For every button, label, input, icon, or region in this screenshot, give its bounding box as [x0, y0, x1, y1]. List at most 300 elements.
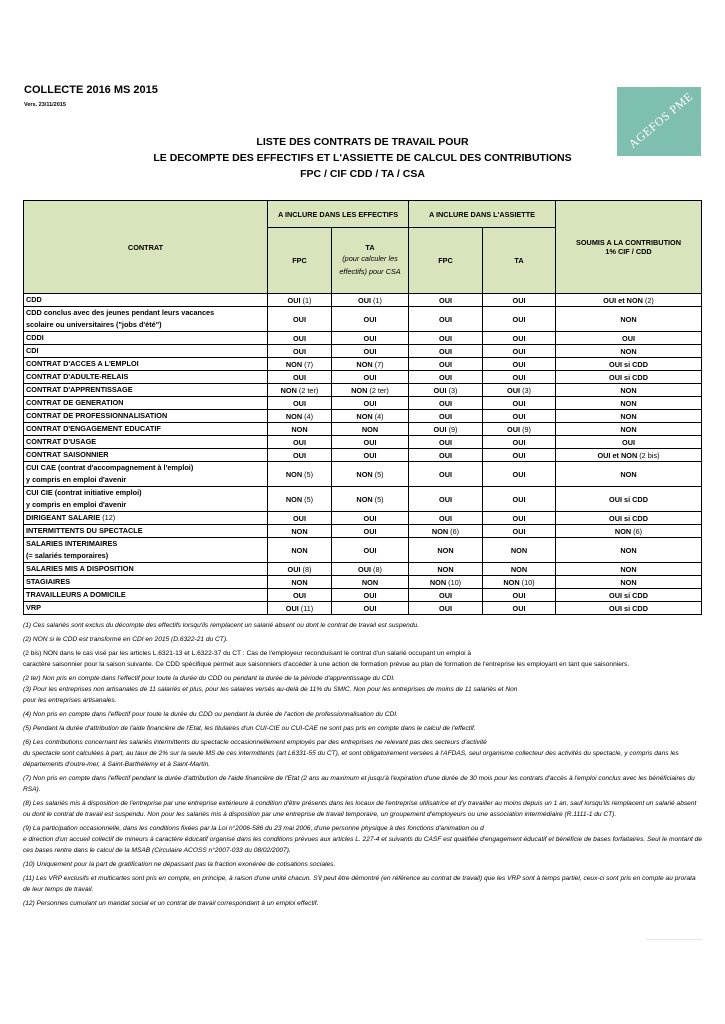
table-cell: [483, 371, 556, 384]
table-cell: [332, 384, 409, 397]
cell-value: OUI: [287, 295, 301, 305]
table-cell: [409, 538, 483, 563]
contract-name-line2: scolaire ou universitaires ("jobs d'été"): [26, 320, 162, 329]
contract-name-text: STAGIAIRES: [26, 577, 71, 586]
contract-name: [24, 436, 268, 449]
footnote-line: (2 ter) Non pris en compte dans l'effectif pour toute la durée du CDD ou pendant la durée de la période d'apprentissage du CDI.: [23, 675, 395, 682]
cell-value: OUI: [507, 385, 521, 395]
contract-name-text: CONTRAT SAISONNIER: [26, 450, 109, 459]
footnote-line: du spectacle sont calculées à part, au taux de 2% sur la seule MS de ces intermittents (art L6331-55 du CT), et sont obligatoirement versées à l'AFDAS, seul organisme collecteur des activités du spectacle, y compris dans les départements d'outre-mer, à Saint-Barthélemy et à Saint-Martin.: [23, 750, 679, 768]
table-cell: [483, 332, 556, 345]
table-cell: [268, 384, 332, 397]
cell-note-ref: (2 bis): [639, 450, 660, 460]
cell-note-ref: (4): [374, 411, 384, 421]
cell-value: OUI: [293, 346, 306, 356]
footnote: [23, 709, 703, 720]
table-cell: [268, 332, 332, 345]
cell-value: NON: [351, 385, 368, 395]
footnote-line: (8) Les salariés mis à disposition de l'entreprise par une entreprise extérieure à condition d'être présents dans les locaux de l'entreprise utilisatrice et d'y travailler au moins depuis un 1 an, sauf lorsqu'ils remplacent un salarié absent ou dont le contrat de travail est suspendu. Non pour les salariés mis à disposition par une entreprise de travail temporaire, un groupement d'employeurs ou une association intermédiaire (R.1111-1 du CT).: [23, 800, 697, 818]
cell-note-ref: (6): [450, 526, 460, 536]
contract-name-line2: (= salariés temporaires): [26, 551, 109, 560]
cell-value: OUI: [363, 372, 377, 382]
footnote-line: (6) Les contributions concernant les salariés intermittents du spectacle occasionnellement employés par des entreprises ne relevant pas des secteurs d'activité: [23, 739, 487, 746]
cell-value: OUI: [433, 385, 447, 395]
cell-value: OUI si CDD: [609, 590, 648, 600]
contract-name: [24, 345, 268, 358]
contract-name-text: CUI CIE (contrat initiative emploi): [26, 488, 142, 497]
contract-name-text: SALARIES INTERIMAIRES: [26, 539, 118, 548]
table-cell: [483, 538, 556, 563]
footnote-line: (3) Pour les entreprises non artisanales de 11 salariés et plus, pour les salaires versés au-delà de 11% du SMIC. Non pour les entreprises de moins de 11 salariés et Non: [23, 686, 518, 693]
cell-value: OUI: [439, 494, 452, 504]
contract-name: [24, 423, 268, 436]
footnote: [23, 898, 703, 909]
table-row: [24, 294, 702, 307]
cell-value: OUI si CDD: [609, 513, 648, 523]
table-cell: [409, 525, 483, 538]
table-row: [24, 589, 702, 602]
cell-value: OUI: [512, 450, 526, 460]
cell-value: OUI: [439, 603, 452, 613]
contract-name-text: SALARIES MIS A DISPOSITION: [26, 564, 134, 573]
cell-value: NON: [285, 494, 303, 504]
footnote-line: caractère saisonnier pour la saison suivante. Ce CDD spécifique permet aux saisonniers d'accéder à une action de formation prévue au plan de formation de l'entreprise les employant en tant que saisonniers.: [23, 661, 630, 668]
cell-value: OUI: [512, 603, 526, 613]
header-assiette: A INCLURE DANS L'ASSIETTE: [409, 201, 556, 228]
cell-value: OUI: [439, 346, 452, 356]
table-body: [24, 294, 702, 615]
cell-value: OUI et NON: [603, 295, 643, 305]
cell-note-ref: (11): [300, 603, 314, 613]
table-cell: [332, 487, 409, 512]
cell-value: NON: [503, 577, 520, 587]
contract-name: [24, 410, 268, 423]
table-cell: [409, 294, 483, 307]
table-cell: [268, 307, 332, 332]
cell-value: OUI: [439, 411, 452, 421]
table-cell: [332, 462, 409, 487]
table-cell: [332, 358, 409, 371]
table-cell: [409, 563, 483, 576]
footnote: [23, 873, 703, 895]
footnote: [23, 723, 703, 734]
cell-value: NON: [437, 545, 454, 555]
table-cell: [332, 332, 409, 345]
footnote: [23, 798, 703, 820]
cell-value: OUI: [363, 450, 377, 460]
table-cell: [332, 602, 409, 615]
table-cell: [409, 576, 483, 589]
table-row: [24, 525, 702, 538]
footnotes: [23, 620, 703, 912]
cell-value: OUI: [512, 359, 526, 369]
footnote-line: (5) Pendant la durée d'attribution de l'aide financière de l'Etat, les titulaires d'un CUI-CIE ou CUI-CAE ne sont pas pris en compte dans le calcul de l'effectif.: [23, 725, 476, 732]
table-cell: [332, 436, 409, 449]
table-cell: [556, 462, 702, 487]
footnote-line: (4) Non pris en compte dans l'effectif pour toute la durée du CDD ou pendant la durée de l'action de professionnalisation du CDI.: [23, 711, 398, 718]
table-cell: [332, 449, 409, 462]
contract-name-text: CONTRAT D'APPRENTISSAGE: [26, 385, 133, 394]
contract-name-text: CONTRAT D'USAGE: [26, 437, 97, 446]
cell-note-ref: (9): [448, 424, 458, 434]
contract-name-text: TRAVAILLEURS A DOMICILE: [26, 590, 126, 599]
cell-value: NON: [291, 577, 308, 587]
contract-name: [24, 449, 268, 462]
cell-note-ref: (5): [374, 494, 384, 504]
table-cell: [268, 436, 332, 449]
footnote: [23, 737, 703, 770]
cell-value: OUI: [512, 398, 526, 408]
footnote-line: (7) Non pris en compte dans l'effectif pendant la durée d'attribution de l'aide financière de l'Etat (2 ans au maximum et jusqu'à l'expiration d'une durée de 30 mois pour les contrats d'accès à l'emploi conclus avec les bénéficiaires du RSA).: [23, 775, 695, 793]
contract-name-line2: y compris en emploi d'avenir: [26, 475, 127, 484]
table-cell: [268, 525, 332, 538]
cell-value: OUI: [439, 437, 452, 447]
contract-name: [24, 589, 268, 602]
table-row: [24, 371, 702, 384]
cell-note-ref: (3): [448, 385, 458, 395]
cell-value: OUI: [507, 424, 521, 434]
table-cell: [556, 602, 702, 615]
table-cell: [268, 462, 332, 487]
header-ta: [332, 228, 409, 294]
footnote: [23, 859, 703, 870]
cell-value: OUI: [293, 450, 306, 460]
cell-value: OUI: [439, 590, 452, 600]
table-cell: [409, 512, 483, 525]
cell-value: OUI: [512, 437, 526, 447]
table-cell: [483, 563, 556, 576]
table-cell: [268, 410, 332, 423]
table-cell: [556, 397, 702, 410]
cell-value: NON: [356, 494, 373, 504]
heading-line-2: LE DECOMPTE DES EFFECTIFS ET L'ASSIETTE DE CALCUL DES CONTRIBUTIONS: [153, 152, 572, 164]
cell-value: OUI: [363, 526, 377, 536]
footnote-line: (2) NON si le CDD est transformé en CDI en 2015 (D.6322-21 du CT).: [23, 636, 228, 643]
cell-note-ref: (2 ter): [369, 385, 389, 395]
heading-line-1: LISTE DES CONTRATS DE TRAVAIL POUR: [256, 136, 469, 148]
cell-value: OUI: [622, 437, 635, 447]
cell-value: OUI: [439, 372, 452, 382]
table-cell: [483, 449, 556, 462]
table-cell: [483, 512, 556, 525]
contract-name: [24, 525, 268, 538]
divider: [646, 939, 702, 940]
header-contrat: CONTRAT: [24, 201, 268, 294]
table-cell: [483, 410, 556, 423]
cell-value: NON: [620, 564, 637, 574]
cell-value: OUI: [363, 545, 377, 555]
cell-value: OUI: [512, 295, 526, 305]
table-cell: [409, 462, 483, 487]
cell-value: NON: [361, 577, 379, 587]
table-cell: [268, 449, 332, 462]
contract-name: [24, 602, 268, 615]
cell-value: NON: [429, 577, 447, 587]
table-row: [24, 423, 702, 436]
contract-name: [24, 384, 268, 397]
cell-value: OUI: [293, 513, 306, 523]
cell-value: NON: [620, 385, 637, 395]
cell-value: OUI: [293, 372, 306, 382]
footnote-line: (11) Les VRP exclusifs et multicartes sont pris en compte, en principe, à raison d'une unité chacun. S'il peut être démontré (en référence au contrat de travail) que les VRP sont à temps partiel, ceux-ci sont pris en compte au prorata de leur temps de travail.: [23, 875, 696, 893]
table-cell: [556, 307, 702, 332]
table-cell: [268, 538, 332, 563]
table-cell: [268, 602, 332, 615]
cell-value: NON: [620, 411, 637, 421]
cell-note-ref: (9): [522, 424, 531, 434]
table-cell: [556, 436, 702, 449]
footnote: [23, 773, 703, 795]
table-cell: [556, 410, 702, 423]
cell-value: NON: [620, 346, 637, 356]
cell-value: OUI: [358, 295, 372, 305]
cell-note-ref: (5): [374, 469, 384, 479]
cell-note-ref: (1): [373, 295, 382, 305]
table-cell: [268, 358, 332, 371]
cell-value: NON: [620, 314, 637, 324]
table-cell: [556, 525, 702, 538]
cell-value: OUI: [439, 295, 452, 305]
cell-value: OUI: [439, 398, 452, 408]
table-row: [24, 397, 702, 410]
contract-name: [24, 358, 268, 371]
contract-name: [24, 487, 268, 512]
table-row: [24, 538, 702, 563]
cell-value: NON: [620, 424, 637, 434]
table-cell: [409, 307, 483, 332]
table-cell: [332, 307, 409, 332]
cell-note-ref: (2): [644, 295, 654, 305]
cell-value: OUI: [439, 359, 452, 369]
cell-value: OUI: [512, 333, 526, 343]
cell-value: OUI: [287, 564, 301, 574]
cell-note-ref: (5): [304, 494, 314, 504]
table-cell: [332, 294, 409, 307]
footnote: [23, 673, 703, 706]
table-cell: [332, 576, 409, 589]
table-cell: [268, 576, 332, 589]
table-row: [24, 563, 702, 576]
table-cell: [332, 345, 409, 358]
table-cell: [332, 423, 409, 436]
table-cell: [332, 525, 409, 538]
table-cell: [268, 589, 332, 602]
table-row: [24, 512, 702, 525]
cell-value: OUI: [512, 513, 526, 523]
table-cell: [483, 436, 556, 449]
table-cell: [332, 371, 409, 384]
table-cell: [332, 512, 409, 525]
cell-value: OUI: [358, 564, 372, 574]
cell-value: OUI: [512, 372, 526, 382]
cell-value: NON: [291, 545, 308, 555]
table-cell: [483, 397, 556, 410]
cell-value: NON: [291, 424, 308, 434]
table-cell: [409, 410, 483, 423]
footnote-line: (9) La participation occasionnelle, dans les conditions fixées par la Loi n°2006-586 du 23 mai 2006, d'une personne physique à des fonctions d'animation ou d: [23, 825, 484, 832]
table-row: [24, 332, 702, 345]
table-cell: [268, 371, 332, 384]
table-row: [24, 487, 702, 512]
table-cell: [483, 487, 556, 512]
cell-value: OUI: [293, 333, 306, 343]
table-cell: [556, 371, 702, 384]
cell-note-ref: (6): [633, 526, 643, 536]
table-cell: [556, 358, 702, 371]
contract-name-text: CDD conclus avec des jeunes pendant leurs vacances: [26, 308, 215, 317]
footnote: [23, 823, 703, 856]
cell-note-ref: (2 ter): [298, 385, 319, 395]
cell-value: NON: [280, 385, 297, 395]
contract-name: [24, 332, 268, 345]
cell-note-ref: (1): [302, 295, 312, 305]
table-cell: [409, 358, 483, 371]
contract-name-text: DIRIGEANT SALARIE: [26, 513, 101, 522]
table-row: [24, 307, 702, 332]
cell-note-ref: (3): [522, 385, 531, 395]
table-cell: [556, 423, 702, 436]
contract-name: [24, 307, 268, 332]
contract-name-text: CONTRAT D'ACCES A L'EMPLOI: [26, 359, 139, 368]
contract-name: [24, 397, 268, 410]
cell-value: NON: [291, 526, 308, 536]
table-cell: [483, 602, 556, 615]
table-row: [24, 358, 702, 371]
table-cell: [409, 436, 483, 449]
table-row: [24, 462, 702, 487]
table-cell: [332, 410, 409, 423]
cell-note-ref: (7): [304, 359, 314, 369]
heading-line-3: FPC / CIF CDD / TA / CSA: [300, 168, 425, 180]
table-cell: [268, 563, 332, 576]
footnote-line: (12) Personnes cumulant un mandat social et un contrat de travail correspondant à un emploi effectif.: [23, 900, 319, 907]
contract-name-text: CDD: [26, 295, 42, 304]
contract-name: [24, 294, 268, 307]
header-soumis: [556, 201, 702, 294]
cell-value: OUI: [439, 513, 452, 523]
table-cell: [556, 449, 702, 462]
contract-name-text: VRP: [26, 603, 42, 612]
footnote: [23, 648, 703, 670]
header-effectifs: A INCLURE DANS LES EFFECTIFS: [268, 201, 409, 228]
cell-value: NON: [620, 545, 637, 555]
table-row: [24, 602, 702, 615]
cell-value: NON: [437, 564, 454, 574]
contract-name-text: CONTRAT DE GENERATION: [26, 398, 124, 407]
cell-value: OUI: [439, 314, 452, 324]
contracts-table: [23, 200, 702, 615]
cell-value: NON: [620, 577, 637, 587]
table-cell: [332, 397, 409, 410]
cell-value: OUI: [363, 333, 377, 343]
table-row: [24, 436, 702, 449]
cell-value: NON: [620, 398, 637, 408]
cell-note-ref: (10): [521, 577, 535, 587]
header-ta-label: TA: [365, 243, 375, 252]
table-cell: [483, 576, 556, 589]
cell-value: OUI: [439, 333, 452, 343]
table-cell: [409, 371, 483, 384]
cell-value: OUI: [363, 398, 377, 408]
table-cell: [556, 512, 702, 525]
footnote: [23, 620, 703, 631]
cell-value: OUI: [512, 411, 526, 421]
cell-value: NON: [361, 424, 379, 434]
footnote-line: e direction d'un accueil collectif de mineurs à caractère éducatif organisé dans les conditions prévues aux articles L. 227-4 et suivants du CASF est qualifiée d'engagement éducatif et bénéficie de bases forfaitaires. Seul le montant de ces bases rentre dans le calcul de la MSAB (Circulaire ACOSS n°2007-033 du 08/02/2007).: [23, 836, 703, 854]
cell-value: NON: [431, 526, 449, 536]
cell-value: OUI: [363, 437, 377, 447]
table-row: [24, 345, 702, 358]
contract-note-ref: (12): [102, 513, 116, 522]
cell-value: OUI: [512, 346, 526, 356]
cell-value: OUI: [439, 450, 452, 460]
table-row: [24, 410, 702, 423]
cell-value: NON: [285, 411, 303, 421]
cell-value: OUI si CDD: [609, 603, 648, 613]
footnote-line: pour les entreprises artisanales.: [23, 697, 117, 704]
cell-value: OUI: [439, 469, 452, 479]
contract-name: [24, 538, 268, 563]
cell-note-ref: (10): [448, 577, 462, 587]
footnote-line: (10) Uniquement pour la part de gratification ne dépassant pas la fraction exonérée de cotisations sociales.: [23, 861, 336, 868]
cell-note-ref: (4): [304, 411, 314, 421]
cell-value: OUI: [512, 314, 526, 324]
version-label: Vers. 23/11/2015: [24, 102, 66, 108]
header-fpc: FPC: [268, 228, 332, 294]
cell-value: NON: [614, 526, 632, 536]
table-cell: [556, 384, 702, 397]
cell-value: OUI: [512, 494, 526, 504]
cell-value: NON: [285, 469, 303, 479]
contract-name: [24, 462, 268, 487]
table-cell: [409, 345, 483, 358]
table-cell: [268, 397, 332, 410]
table-row: [24, 576, 702, 589]
cell-value: NON: [510, 564, 528, 574]
table-cell: [483, 358, 556, 371]
table-cell: [556, 294, 702, 307]
table-cell: [556, 345, 702, 358]
contract-name-text: CDDI: [26, 333, 44, 342]
footnote-line: (1) Ces salariés sont exclus du décompte des effectifs lorsqu'ils remplacent un salarié absent ou dont le contrat de travail est suspendu.: [23, 622, 419, 629]
contract-name-text: CONTRAT D'ADULTE-RELAIS: [26, 372, 129, 381]
table-cell: [556, 563, 702, 576]
cell-value: OUI et NON: [597, 450, 638, 460]
cell-value: NON: [356, 359, 373, 369]
footnote-line: (2 bis) NON dans le cas visé par les articles L.6321-13 et L.6322-37 du CT : Cas de l'employeur reconduisant le contrat d'un salarié occupant un emploi à: [23, 650, 472, 657]
cell-value: OUI: [622, 333, 635, 343]
table-cell: [556, 589, 702, 602]
cell-value: NON: [285, 359, 303, 369]
cell-value: OUI: [363, 603, 377, 613]
contract-name: [24, 371, 268, 384]
cell-value: OUI: [293, 314, 306, 324]
document-title: COLLECTE 2016 MS 2015: [24, 84, 158, 96]
cell-note-ref: (8): [302, 564, 312, 574]
table-cell: [409, 602, 483, 615]
table-cell: [332, 563, 409, 576]
table-cell: [556, 538, 702, 563]
cell-value: NON: [510, 545, 528, 555]
table-cell: [268, 345, 332, 358]
table-row: [24, 384, 702, 397]
contract-name: [24, 576, 268, 589]
cell-value: OUI: [512, 526, 526, 536]
contract-name-text: CUI CAE (contrat d'accompagnement à l'emploi): [26, 463, 194, 472]
cell-value: OUI: [293, 437, 306, 447]
cell-value: OUI: [363, 346, 377, 356]
contract-name-text: CDI: [26, 346, 39, 355]
